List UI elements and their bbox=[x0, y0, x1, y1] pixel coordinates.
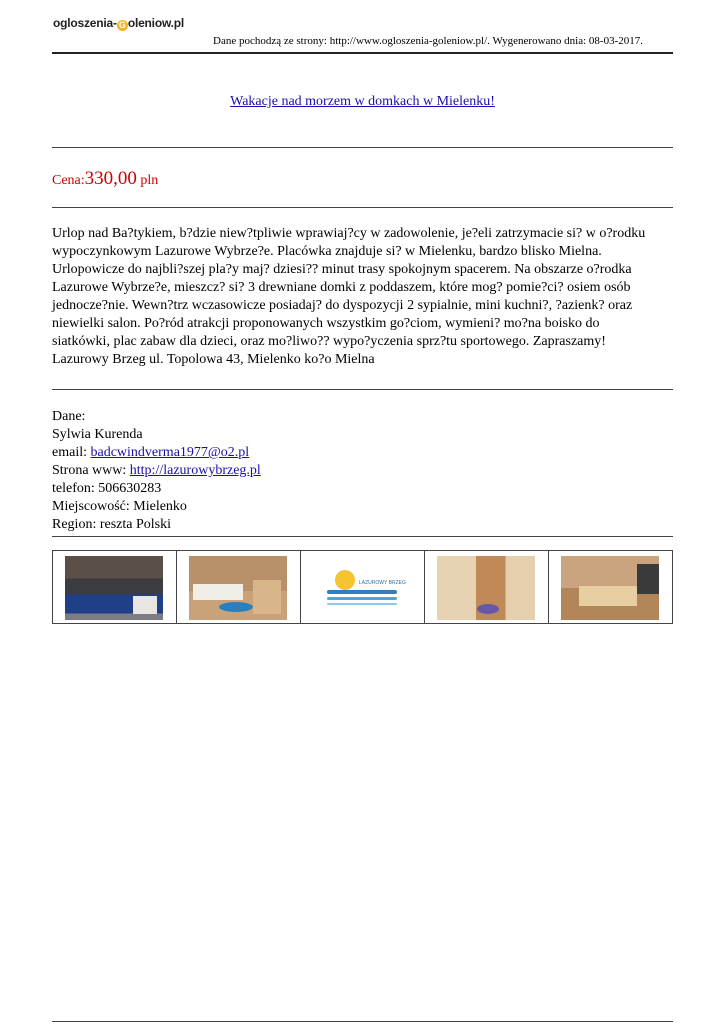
header-divider bbox=[52, 52, 673, 54]
gallery-cell bbox=[53, 551, 177, 623]
price-value: 330,00 bbox=[84, 168, 137, 189]
sun-icon bbox=[335, 570, 355, 590]
price-currency: pln bbox=[136, 173, 159, 188]
gallery-logo-text: LAZUROWY BRZEG bbox=[359, 580, 406, 586]
photo-gallery bbox=[52, 550, 673, 624]
divider bbox=[52, 389, 673, 390]
divider bbox=[52, 147, 673, 148]
photo-bedroom[interactable] bbox=[189, 556, 287, 620]
gallery-cell bbox=[549, 551, 672, 623]
contact-email-row: email: badcwindverma1977@o2.pl bbox=[52, 445, 250, 460]
contact-block bbox=[52, 408, 261, 534]
website-link[interactable]: http://lazurowybrzeg.pl bbox=[129, 463, 261, 478]
divider bbox=[52, 207, 673, 208]
contact-town: Miejscowość: Mielenko bbox=[52, 499, 187, 514]
source-note: Dane pochodzą ze strony: http://www.ogloszenia-goleniow.pl/. Wygenerowano dnia: 08-03-2017. bbox=[213, 35, 643, 47]
photo-living-room[interactable] bbox=[65, 556, 163, 620]
gallery-cell bbox=[177, 551, 301, 623]
gallery-cell bbox=[301, 551, 425, 623]
photo-resort-logo[interactable] bbox=[313, 556, 411, 620]
site-logo[interactable]: ogloszenia- G oleniow.pl bbox=[53, 16, 185, 30]
contact-name: Sylwia Kurenda bbox=[52, 427, 143, 442]
divider bbox=[52, 536, 673, 537]
contact-www-row: Strona www: http://lazurowybrzeg.pl bbox=[52, 463, 261, 478]
contact-region: Region: reszta Polski bbox=[52, 517, 171, 532]
listing-title bbox=[0, 94, 725, 110]
listing-description: Urlop nad Ba?tykiem, b?dzie niew?tpliwie wprawiaj?cy w zadowolenie, je?eli zatrzymacie si? w o?rodku wypoczynkowym Lazurowe Wybrze?e. Placówka znajduje si? w Mielenku, bardzo blisko Mielna. Urlopowicze do najbli?szej pla?y maj? dziesi?? minut trasy spokojnym spacerem. Na obszarze o?rodka Lazurowe Wybrze?e, mieszcz? si? 3 drewniane domki z poddaszem, które mog? pomie?ci? osiem osób jednocze?nie. Wewn?trz wczasowicze posiadaj? do dyspozycji 2 sypialnie, mini kuchni?, ?azienk? oraz niewielki salon. Po?ród atrakcji proponowanych wszystkim go?ciom, wymieni? mo?na boisko do siatkówki, plac zabaw dla dzieci, oraz mo?liwo?? wypo?yczenia sprz?tu sportowego. Zapraszamy! Lazurowy Brzeg ul. Topolowa 43, Mielenko ko?o Mielna bbox=[52, 226, 646, 367]
email-link[interactable]: badcwindverma1977@o2.pl bbox=[90, 445, 250, 460]
logo-letter: G bbox=[117, 20, 128, 31]
photo-attic-room[interactable] bbox=[437, 556, 535, 620]
listing-title-link[interactable]: Wakacje nad morzem w domkach w Mielenku! bbox=[230, 94, 495, 109]
price: Cena:330,00 pln bbox=[52, 168, 159, 189]
wave-icon bbox=[327, 590, 397, 594]
contact-heading: Dane: bbox=[52, 409, 86, 424]
footer-divider bbox=[52, 1021, 673, 1022]
photo-dining-room[interactable] bbox=[561, 556, 659, 620]
contact-phone: telefon: 506630283 bbox=[52, 481, 162, 496]
gallery-cell bbox=[425, 551, 549, 623]
